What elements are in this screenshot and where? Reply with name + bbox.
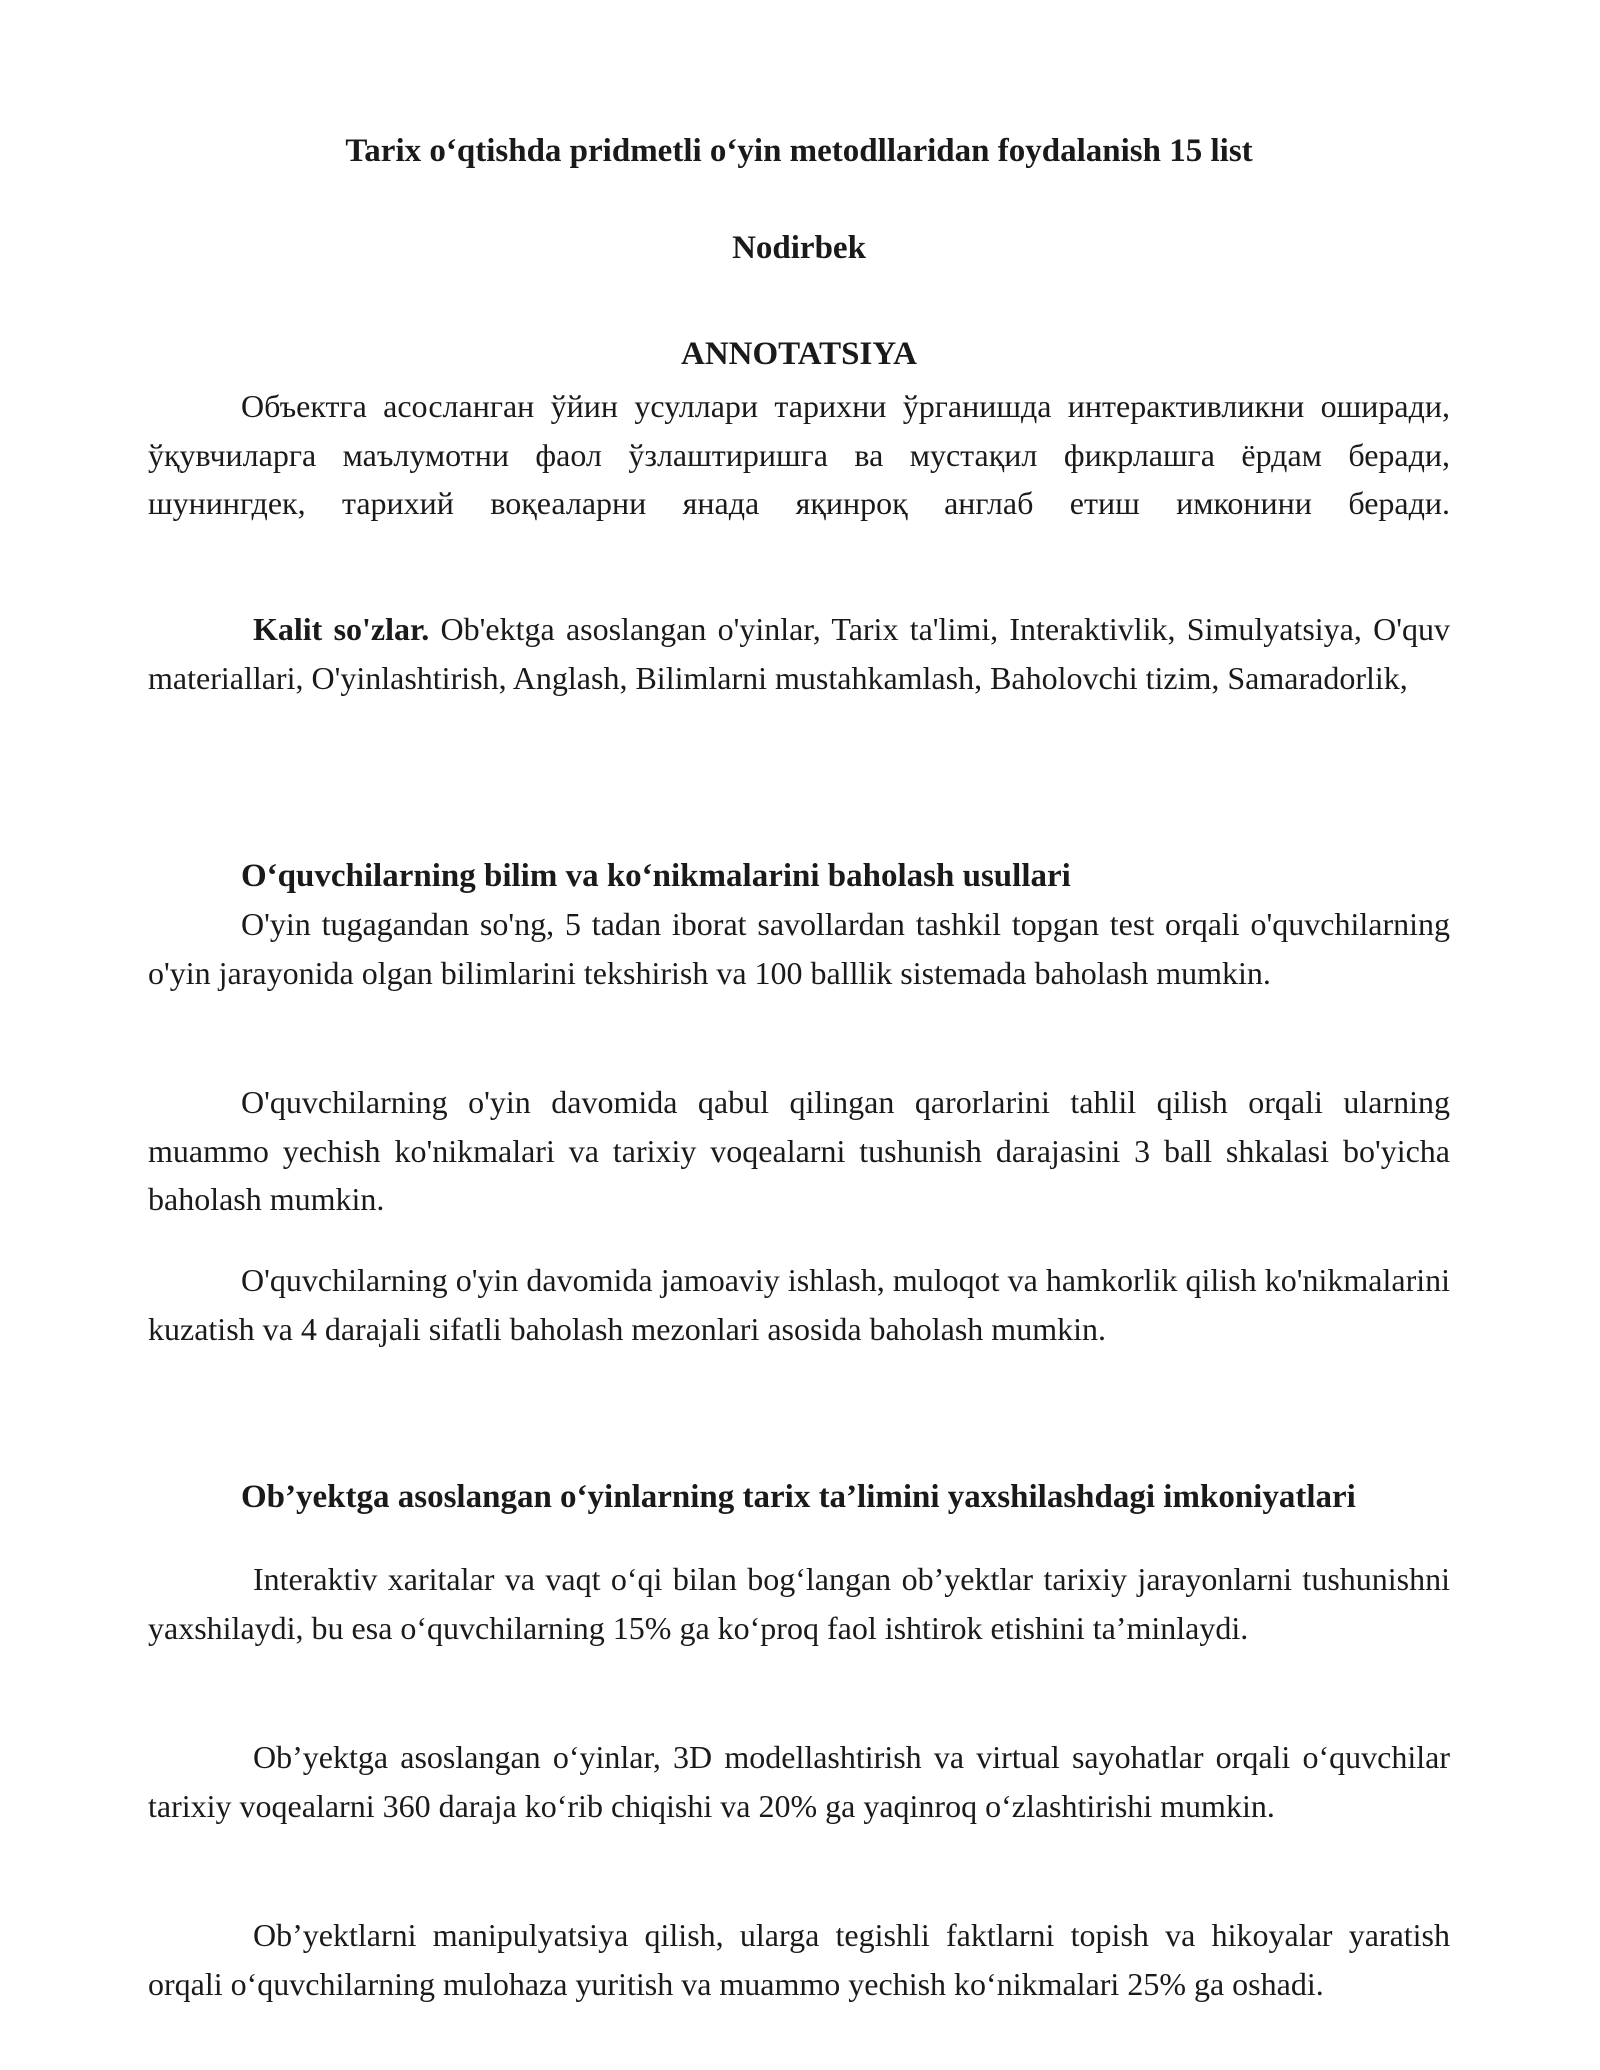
section2-paragraph-2: Ob’yektga asoslangan o‘yinlar, 3D modellashtirish va virtual sayohatlar orqali o‘quvchilar tarixiy voqealarni 360 daraja ko‘rib chiqishi va 20% ga yaqinroq o‘zlashtirishi mumkin. xyxy=(148,1739,1450,1824)
document-title: Tarix o‘qtishda pridmetli o‘yin metodllaridan foydalanish 15 list xyxy=(345,133,1253,169)
annotation-paragraph: Объектга асосланган ўйин усуллари тарихни ўрганишда интерактивликни оширади, ўқувчиларга маълумотни фаол ўзлаштиришга ва мустақил фикрлашга ёрдам беради, шунингдек, тарихий воқеаларни янада яқинроқ англаб етиш имконини беради. xyxy=(148,388,1450,521)
keywords-paragraph xyxy=(148,605,1450,702)
author-name: Nodirbek xyxy=(732,230,866,266)
annotation-heading: ANNOTATSIYA xyxy=(681,336,917,372)
section1-paragraph-2: O'quvchilarning o'yin davomida qabul qilingan qarorlarini tahlil qilish orqali ularning muammo yechish ko'nikmalari va tarixiy voqealarni tushunish darajasini 3 ball shkalasi bo'yicha baholash mumkin. xyxy=(148,1084,1450,1217)
section-heading-assessment: O‘quvchilarning bilim va ko‘nikmalarini baholash usullari xyxy=(241,858,1071,894)
section1-paragraph-3: O'quvchilarning o'yin davomida jamoaviy ishlash, muloqot va hamkorlik qilish ko'nikmalarini kuzatish va 4 darajali sifatli baholash mezonlari asosida baholash mumkin. xyxy=(148,1262,1450,1347)
keywords-list: Ob'ektga asoslangan o'yinlar, Tarix ta'limi, Interaktivlik, Simulyatsiya, O'quv materiallari, O'yinlashtirish, Anglash, Bilimlarni mustahkamlash, Baholovchi tizim, Samaradorlik, xyxy=(148,611,1451,696)
section1-paragraph-1: O'yin tugagandan so'ng, 5 tadan iborat savollardan tashkil topgan test orqali o'quvchilarning o'yin jarayonida olgan bilimlarini tekshirish va 100 balllik sistemada baholash mumkin. xyxy=(148,906,1450,991)
section2-paragraph-1: Interaktiv xaritalar va vaqt o‘qi bilan bog‘langan ob’yektlar tarixiy jarayonlarni tushunishni yaxshilaydi, bu esa o‘quvchilarning 15% ga ko‘proq faol ishtirok etishini ta’minlaydi. xyxy=(148,1561,1450,1646)
section-heading-opportunities: Ob’yektga asoslangan o‘yinlarning tarix ta’limini yaxshilashdagi imkoniyatlari xyxy=(241,1479,1356,1515)
keywords-label: Kalit so'zlar. xyxy=(253,611,430,647)
section2-paragraph-3: Ob’yektlarni manipulyatsiya qilish, ularga tegishli faktlarni topish va hikoyalar yaratish orqali o‘quvchilarning mulohaza yuritish va muammo yechish ko‘nikmalari 25% ga oshadi. xyxy=(148,1917,1450,2002)
